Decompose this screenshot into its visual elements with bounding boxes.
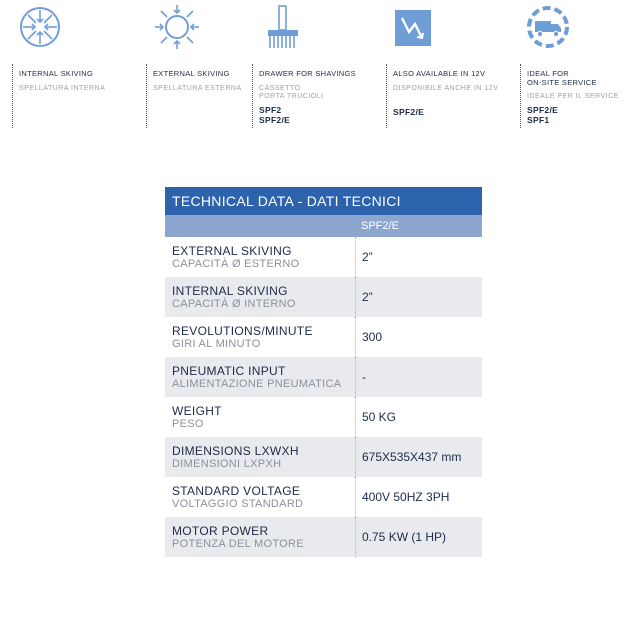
row-value: - [355,357,366,397]
brush-icon [260,4,306,50]
row-value: 0.75 KW (1 HP) [355,517,446,557]
feature-text [386,64,516,128]
model-code: SPF2/E [393,106,425,117]
table-row [165,517,482,557]
feature-label-en: EXTERNAL SKIVING [153,69,230,78]
row-label-en: STANDARD VOLTAGE [172,484,301,498]
lightning-icon [393,8,439,54]
feature-text [252,64,382,128]
row-label-it: CAPACITÀ Ø ESTERNO [172,258,300,270]
feature-internal-skiving [12,0,146,130]
feature-label-it: DISPONIBILE ANCHE IN 12V [393,84,499,92]
row-value: 2” [355,237,373,277]
feature-models [393,107,516,117]
row-value: 400V 50HZ 3PH [355,477,449,517]
feature-text [12,64,142,128]
row-label-it: POTENZA DEL MOTORE [172,538,304,550]
feature-label-en: DRAWER FOR SHAVINGS [259,69,356,78]
model-code: SPF2 [259,104,282,115]
technical-data-table [165,187,482,557]
row-label-it: VOLTAGGIO STANDARD [172,498,304,510]
row-value: 50 KG [355,397,396,437]
feature-label-en: IDEAL FOR ON-SITE SERVICE [527,69,597,87]
table-row [165,317,482,357]
external-skiving-icon [154,4,200,50]
feature-12v [386,0,520,130]
feature-label-it: SPELLATURA INTERNA [19,84,106,92]
feature-label-it: CASSETTO PORTA TRUCIOLI [259,84,324,100]
table-row [165,477,482,517]
row-label-en: WEIGHT [172,404,222,418]
row-label-it: GIRI AL MINUTO [172,338,261,350]
feature-models [527,105,640,125]
row-label-it: CAPACITÀ Ø INTERNO [172,298,296,310]
table-row [165,237,482,277]
table-title: TECHNICAL DATA - DATI TECNICI [165,187,482,215]
feature-strip [0,0,640,135]
table-row [165,397,482,437]
feature-onsite-service [520,0,640,130]
table-model-header [165,215,482,237]
row-label-en: PNEUMATIC INPUT [172,364,286,378]
feature-drawer-shavings [252,0,386,130]
internal-skiving-icon [17,4,63,50]
feature-text [520,64,640,128]
table-row [165,437,482,477]
feature-models [259,105,382,125]
service-truck-icon [525,4,571,50]
model-header-label: SPF2/E [361,220,399,232]
model-code: SPF2/E [527,105,559,115]
row-value: 300 [355,317,382,357]
row-label-it: ALIMENTAZIONE PNEUMATICA [172,378,342,390]
feature-label-it: SPELLATURA ESTERNA [153,84,242,92]
row-label-en: DIMENSIONS LXWXH [172,444,299,458]
table-row [165,357,482,397]
row-value: 675X535X437 mm [355,437,461,477]
model-code: SPF2/E [259,114,291,125]
table-row [165,277,482,317]
row-value: 2” [355,277,373,317]
feature-label-it: IDEALE PER IL SERVICE [527,93,619,100]
model-code: SPF1 [527,115,550,125]
feature-label-en: ALSO AVAILABLE IN 12V [393,69,486,78]
feature-label-en: INTERNAL SKIVING [19,69,94,78]
row-label-en: INTERNAL SKIVING [172,284,288,298]
row-label-en: MOTOR POWER [172,524,269,538]
row-label-en: EXTERNAL SKIVING [172,244,292,258]
row-label-it: PESO [172,418,204,430]
row-label-it: DIMENSIONI LXPXH [172,458,282,470]
row-label-en: REVOLUTIONS/MINUTE [172,324,313,338]
